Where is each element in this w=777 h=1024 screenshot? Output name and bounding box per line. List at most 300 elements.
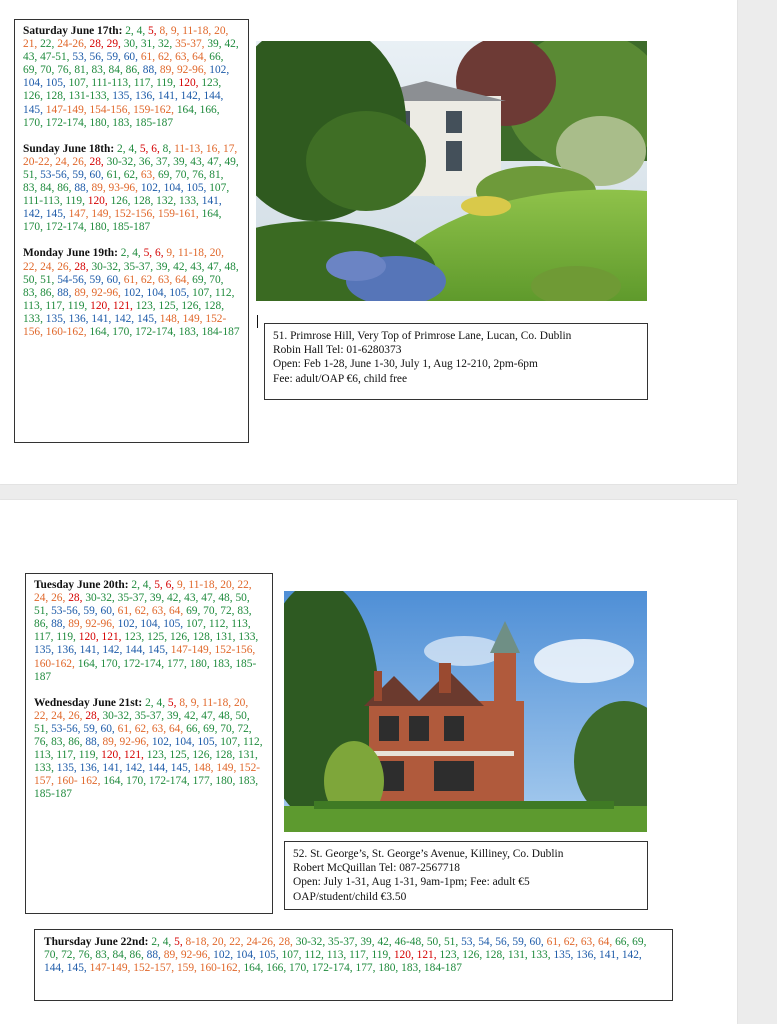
garden-number: 141,	[157, 90, 178, 103]
garden-number: 28,	[74, 260, 89, 273]
garden-number: 112,	[243, 736, 263, 749]
garden-number: 53-56,	[51, 722, 81, 735]
garden-number: 126,	[181, 299, 202, 312]
garden-number: 4,	[128, 142, 137, 155]
garden-number: 51,	[443, 936, 459, 948]
garden-number: 104,	[23, 77, 43, 90]
garden-number: 159-161,	[157, 208, 199, 221]
garden-number: 63,	[580, 936, 596, 948]
garden-number: 147-149,	[170, 644, 212, 657]
garden-number: 76,	[78, 949, 93, 962]
garden-number: 47,	[207, 155, 222, 168]
garden-number: 56,	[495, 936, 510, 948]
garden-number: 102,	[140, 182, 161, 195]
garden-number: 42,	[224, 38, 239, 51]
garden-number: 89,	[102, 736, 117, 749]
garden-number: 5,	[154, 579, 163, 591]
garden-number: 69,	[186, 605, 201, 618]
day-entry	[23, 247, 240, 339]
garden-number: 180,	[89, 221, 110, 234]
garden-number: 42,	[377, 936, 392, 948]
garden-number: 88,	[51, 618, 66, 631]
garden-number: 117,	[349, 949, 369, 962]
garden-number: 125,	[147, 631, 168, 644]
garden-number: 149,	[91, 208, 112, 221]
garden-number: 135,	[553, 949, 574, 962]
garden-number: 46-48,	[394, 936, 424, 948]
garden-number: 102,	[117, 618, 138, 631]
garden-number: 30,	[123, 38, 138, 51]
garden-number: 135,	[56, 762, 77, 775]
garden-number: 112,	[214, 286, 235, 299]
garden-number: 170,	[289, 962, 309, 975]
garden-number: 180,	[89, 116, 110, 129]
garden-number: 56,	[89, 51, 104, 64]
garden-number: 72,	[237, 722, 252, 735]
garden-number: 102,	[213, 949, 234, 962]
garden-number: 160- 162,	[56, 775, 101, 788]
garden-number: 121,	[112, 299, 133, 312]
garden-number: 145,	[66, 962, 87, 975]
garden-number: 5,	[148, 25, 157, 37]
garden-number: 76,	[57, 64, 72, 77]
garden-number: 60,	[106, 273, 121, 286]
garden-number: 43,	[184, 592, 199, 605]
garden-number: 64,	[168, 722, 184, 735]
garden-number: 184-187	[423, 962, 462, 975]
garden-number: 172-174,	[311, 962, 353, 975]
garden-number: 135,	[34, 644, 54, 657]
day-label: Saturday June 17th:	[23, 25, 123, 37]
garden-number: 20,	[212, 936, 227, 948]
garden-number: 183,	[178, 325, 199, 338]
garden-number: 135,	[45, 312, 66, 325]
garden-number: 47,	[201, 709, 216, 722]
garden-number: 51,	[34, 722, 49, 735]
garden-number: 30-32,	[102, 709, 132, 722]
garden-number: 144,	[125, 644, 146, 657]
garden-number: 120,	[393, 949, 414, 962]
garden-number: 185-187	[34, 657, 257, 683]
garden-number: 2,	[120, 247, 130, 260]
garden-fee: Fee: adult/OAP €6, child free	[273, 372, 408, 385]
garden-number: 149,	[216, 762, 237, 775]
garden-number: 133,	[178, 195, 199, 208]
garden-number: 111-113,	[23, 195, 63, 208]
garden-contact: Robin Hall Tel: 01-6280373	[273, 344, 402, 357]
garden-number: 30-32,	[295, 936, 326, 948]
garden-number: 70,	[44, 949, 59, 962]
garden-number: 81,	[74, 64, 89, 77]
garden-number: 131-133,	[68, 90, 110, 103]
garden-house-image	[256, 41, 647, 301]
garden-number: 50,	[235, 709, 250, 722]
garden-number: 54,	[478, 936, 493, 948]
garden-number: 88,	[57, 286, 72, 299]
garden-number: 22,	[229, 936, 244, 948]
garden-number: 53-56,	[51, 605, 81, 618]
garden-number: 61,	[140, 51, 156, 64]
garden-number: 63,	[151, 605, 167, 618]
garden-number: 180,	[378, 962, 399, 975]
garden-number: 69,	[23, 64, 38, 77]
garden-number: 28,	[85, 709, 100, 722]
garden-number: 69,	[157, 168, 173, 181]
garden-number: 113,	[34, 749, 54, 762]
garden-number: 149,	[182, 312, 203, 325]
garden-number: 144,	[203, 90, 224, 103]
garden-number: 20,	[214, 25, 229, 37]
garden-opening: Open: Feb 1-28, June 1-30, July 1, Aug 12-210, 2pm-6pm	[273, 358, 538, 371]
garden-number: 177,	[192, 775, 213, 788]
garden-number: 43,	[190, 260, 205, 273]
garden-number: 123,	[124, 631, 145, 644]
garden-number: 141,	[91, 312, 112, 325]
garden-number: 131,	[237, 749, 258, 762]
garden-number: 39,	[360, 936, 375, 948]
garden-number: 141,	[79, 644, 100, 657]
garden-number: 70,	[40, 64, 55, 77]
garden-number: 8,	[179, 696, 188, 709]
garden-number: 119,	[67, 299, 88, 312]
garden-number: 113,	[231, 618, 251, 631]
garden-number: 142,	[125, 762, 146, 775]
garden-number: 113,	[23, 299, 43, 312]
garden-number: 62,	[134, 605, 149, 618]
day-entry	[34, 579, 264, 684]
garden-number: 185-187	[112, 221, 151, 234]
garden-number: 88,	[74, 182, 89, 195]
garden-number: 70,	[209, 273, 224, 286]
garden-number: 112,	[304, 949, 324, 962]
garden-title: 52. St. George’s, St. George’s Avenue, Killiney, Co. Dublin	[293, 848, 564, 860]
garden-number: 152-157,	[34, 762, 261, 788]
garden-number: 39,	[149, 592, 165, 605]
garden-number: 105,	[45, 77, 66, 90]
garden-number: 148,	[159, 312, 180, 325]
garden-number: 152-156,	[114, 208, 156, 221]
garden-number: 88,	[146, 949, 161, 962]
garden-number: 147-149,	[45, 103, 87, 116]
garden-number: 83,	[23, 286, 38, 299]
garden-number: 63,	[151, 722, 167, 735]
garden-number: 126,	[192, 749, 213, 762]
garden-number: 142,	[114, 312, 135, 325]
day-label: Sunday June 18th:	[23, 142, 115, 155]
garden-number: 172-174,	[45, 221, 87, 234]
garden-number: 83,	[91, 64, 106, 77]
garden-number: 104,	[163, 182, 184, 195]
garden-number: 83,	[95, 949, 110, 962]
garden-number: 20,	[209, 247, 224, 260]
garden-number: 92-96,	[119, 736, 149, 749]
garden-number: 37,	[156, 155, 171, 168]
garden-number: 185-187	[34, 788, 72, 801]
garden-number: 166,	[199, 103, 220, 116]
garden-number: 145,	[23, 103, 43, 116]
garden-number: 105,	[186, 182, 207, 195]
garden-number: 120,	[78, 631, 99, 644]
day-label: Thursday June 22nd:	[44, 936, 149, 948]
garden-number: 59,	[512, 936, 527, 948]
garden-number: 50,	[235, 592, 250, 605]
garden-number: 76,	[192, 168, 207, 181]
garden-number: 4,	[162, 936, 172, 948]
garden-number: 128,	[192, 631, 213, 644]
garden-number: 63,	[157, 273, 173, 286]
garden-number: 60,	[100, 605, 115, 618]
garden-number: 66,	[186, 722, 201, 735]
garden-number: 147,	[68, 208, 89, 221]
garden-number: 92-96,	[85, 618, 115, 631]
garden-number: 86,	[125, 64, 140, 77]
garden-number: 62,	[134, 722, 149, 735]
garden-number: 141,	[102, 762, 123, 775]
garden-number: 172-174,	[148, 775, 190, 788]
garden-number: 107,	[186, 618, 206, 631]
garden-number: 20,	[220, 579, 235, 591]
garden-number: 76,	[34, 736, 49, 749]
garden-number: 136,	[135, 90, 156, 103]
garden-number: 119,	[56, 631, 76, 644]
garden-number: 11-18,	[177, 247, 207, 260]
garden-number: 86,	[68, 736, 83, 749]
garden-number: 145,	[136, 312, 157, 325]
garden-number: 104,	[146, 286, 167, 299]
garden-number: 5,	[143, 247, 153, 260]
garden-number: 83,	[23, 182, 38, 195]
garden-number: 16,	[205, 142, 221, 155]
garden-title: 51. Primrose Hill, Very Top of Primrose Lane, Lucan, Co. Dublin	[273, 330, 572, 342]
garden-number: 61,	[106, 168, 121, 181]
garden-number: 89,	[91, 182, 106, 195]
garden-number: 39,	[156, 260, 171, 273]
garden-number: 61,	[123, 273, 138, 286]
garden-number: 35-37,	[134, 709, 165, 722]
garden-number: 92-96,	[180, 949, 211, 962]
garden-number: 11-18,	[188, 579, 218, 591]
garden-number: 5,	[174, 936, 183, 948]
garden-number: 35-37,	[328, 936, 358, 948]
garden-number: 172-174,	[123, 657, 165, 670]
garden-number: 128,	[204, 299, 225, 312]
garden-number: 48,	[218, 709, 233, 722]
garden-number: 62,	[563, 936, 578, 948]
day-label: Monday June 19th:	[23, 247, 118, 260]
garden-number: 60,	[89, 168, 104, 181]
garden-number: 5,	[139, 142, 149, 155]
garden-number: 8-18,	[185, 936, 210, 948]
garden-number: 172-174,	[135, 325, 176, 338]
garden-number: 183,	[112, 116, 133, 129]
garden-number: 107,	[220, 736, 241, 749]
garden-number: 84,	[108, 64, 123, 77]
garden-number: 104,	[174, 736, 195, 749]
garden-number: 72,	[220, 605, 235, 618]
garden-number: 31,	[140, 38, 156, 51]
garden-number: 136,	[79, 762, 100, 775]
garden-number: 93-96,	[108, 182, 138, 195]
garden-number: 47,	[201, 592, 216, 605]
garden-number: 88,	[85, 736, 100, 749]
garden-number: 83,	[237, 605, 252, 618]
garden-number: 9,	[177, 579, 186, 591]
garden-number: 126,	[23, 90, 43, 103]
garden-number: 170,	[112, 325, 133, 338]
garden-number: 180,	[215, 775, 236, 788]
garden-number: 120,	[90, 299, 111, 312]
garden-number: 62,	[123, 168, 138, 181]
garden-number: 119,	[65, 195, 85, 208]
garden-number: 166,	[266, 962, 287, 975]
garden-number: 92-96,	[176, 64, 207, 77]
garden-number: 28,	[89, 38, 104, 51]
garden-number: 152-156,	[214, 644, 256, 657]
garden-number: 183,	[212, 657, 233, 670]
garden-number: 164,	[103, 775, 124, 788]
garden-number: 170,	[23, 221, 43, 234]
garden-number: 141,	[599, 949, 619, 962]
garden-number: 86,	[57, 182, 72, 195]
garden-number: 170,	[126, 775, 147, 788]
garden-number: 72,	[61, 949, 76, 962]
garden-number: 81,	[209, 168, 224, 181]
garden-number: 105,	[197, 736, 218, 749]
garden-number: 11-13,	[174, 142, 204, 155]
garden-number: 111-113,	[91, 77, 131, 90]
garden-number: 28,	[278, 936, 293, 948]
garden-number: 30-32,	[106, 155, 137, 168]
garden-number: 92-96,	[91, 286, 121, 299]
garden-number: 136,	[68, 312, 89, 325]
garden-number: 2,	[125, 25, 134, 37]
garden-number: 69,	[192, 273, 207, 286]
garden-number: 17,	[223, 142, 238, 155]
garden-number: 62,	[140, 273, 156, 286]
garden-number: 26,	[57, 260, 72, 273]
garden-info-box-52	[284, 841, 648, 910]
garden-number: 61,	[117, 722, 132, 735]
garden-number: 26,	[72, 155, 87, 168]
garden-number: 36,	[138, 155, 154, 168]
garden-number: 177,	[166, 657, 187, 670]
garden-number: 2,	[145, 696, 154, 709]
garden-number: 128,	[45, 90, 66, 103]
garden-number: 164,	[77, 657, 98, 670]
garden-number: 42,	[173, 260, 188, 273]
garden-number: 117,	[56, 749, 76, 762]
garden-number: 112,	[208, 618, 229, 631]
garden-number: 86,	[40, 286, 55, 299]
day-label: Wednesday June 21st:	[34, 696, 143, 709]
garden-number: 89,	[68, 618, 83, 631]
garden-number: 42,	[167, 592, 182, 605]
garden-number: 160-162,	[45, 325, 87, 338]
garden-number: 39,	[173, 155, 188, 168]
garden-number: 120,	[101, 749, 122, 762]
garden-number: 22,	[237, 579, 252, 591]
garden-number: 84,	[112, 949, 127, 962]
garden-number: 4,	[156, 696, 166, 709]
garden-number: 145,	[170, 762, 191, 775]
garden-number: 35-37,	[175, 38, 205, 51]
garden-number: 4,	[136, 25, 146, 37]
garden-number: 54-56,	[57, 273, 87, 286]
garden-number: 102,	[123, 286, 144, 299]
garden-number: 43,	[190, 155, 205, 168]
garden-number: 123,	[439, 949, 460, 962]
garden-number: 59,	[106, 51, 121, 64]
garden-number: 126,	[462, 949, 483, 962]
garden-number: 123,	[135, 299, 156, 312]
garden-number: 50,	[23, 273, 38, 286]
garden-number: 107,	[192, 286, 213, 299]
garden-number: 53,	[461, 936, 476, 948]
garden-number: 159,	[176, 962, 197, 975]
garden-number: 66,	[615, 936, 630, 948]
garden-number: 89,	[159, 64, 175, 77]
day-label: Tuesday June 20th:	[34, 579, 129, 591]
garden-number: 170,	[23, 116, 43, 129]
garden-number: 123,	[146, 749, 167, 762]
garden-number: 142,	[621, 949, 642, 962]
garden-number: 59,	[83, 605, 98, 618]
day-entry	[34, 697, 264, 802]
garden-number: 70,	[203, 605, 218, 618]
garden-number: 126,	[169, 631, 190, 644]
garden-number: 69,	[203, 722, 218, 735]
garden-number: 154-156,	[89, 103, 131, 116]
garden-number: 117,	[34, 631, 54, 644]
garden-number: 121,	[123, 749, 144, 762]
garden-number: 59,	[72, 168, 87, 181]
garden-number: 117,	[45, 299, 65, 312]
garden-number: 142,	[180, 90, 201, 103]
garden-number: 164,	[201, 208, 222, 221]
garden-number: 62,	[157, 51, 173, 64]
garden-number: 61,	[117, 605, 132, 618]
garden-number: 164,	[243, 962, 264, 975]
garden-number: 117,	[133, 77, 154, 90]
garden-number: 4,	[142, 579, 152, 591]
garden-number: 63,	[175, 51, 190, 64]
garden-number: 120,	[87, 195, 108, 208]
open-days-box-3	[34, 929, 673, 1001]
garden-number: 148,	[193, 762, 214, 775]
garden-number: 107,	[68, 77, 89, 90]
garden-number: 9,	[190, 696, 200, 709]
document-page-1	[0, 0, 737, 484]
garden-number: 128,	[485, 949, 505, 962]
garden-number: 20,	[233, 696, 249, 709]
garden-number: 170,	[100, 657, 121, 670]
garden-number: 128,	[215, 749, 236, 762]
document-page-2	[0, 500, 737, 1024]
garden-number: 164,	[176, 103, 197, 116]
garden-number: 160-162,	[199, 962, 241, 975]
garden-number: 51,	[23, 168, 38, 181]
garden-number: 35-37,	[123, 260, 154, 273]
garden-number: 128,	[133, 195, 154, 208]
garden-number: 30-32,	[91, 260, 121, 273]
garden-number: 104,	[140, 618, 161, 631]
garden-number: 24-26,	[246, 936, 276, 948]
garden-number: 64,	[192, 51, 207, 64]
garden-number: 24,	[34, 592, 49, 605]
garden-number: 11-18,	[182, 25, 212, 37]
garden-number: 133,	[530, 949, 551, 962]
garden-number: 2,	[131, 579, 140, 591]
